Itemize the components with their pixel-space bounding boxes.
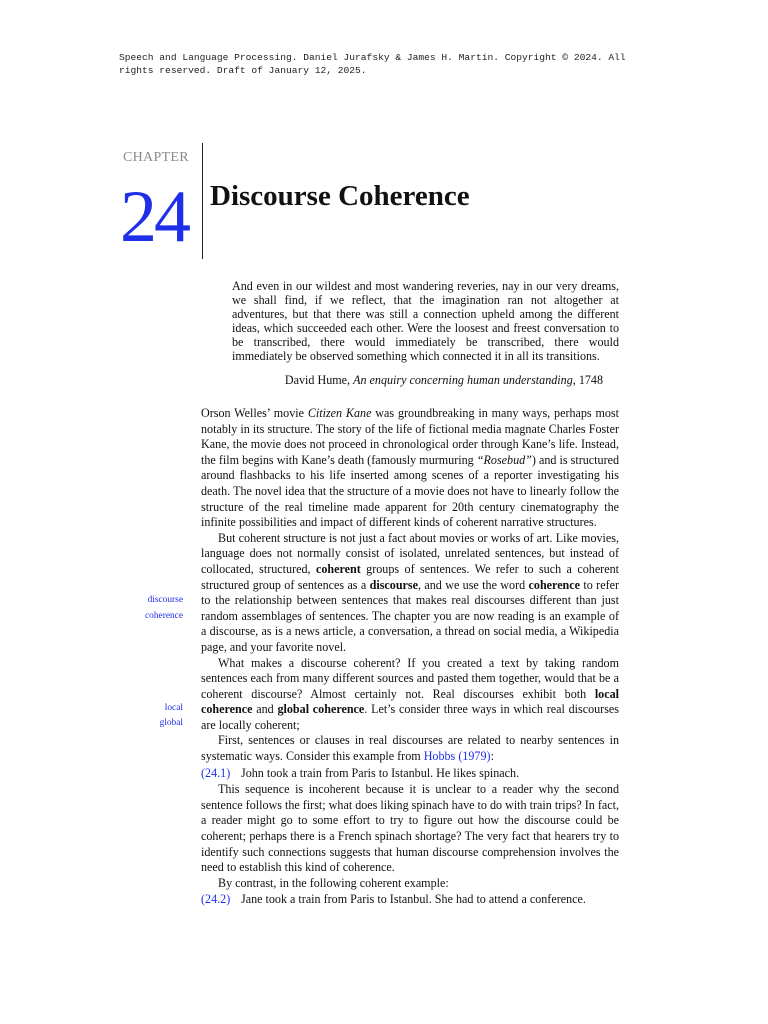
epigraph-year: , 1748 [572, 373, 603, 387]
term-coherent: coherent [315, 561, 361, 576]
example-text: Jane took a train from Paris to Istanbul. She had to attend a conference. [241, 892, 586, 907]
paragraph-5: This sequence is incoherent because it is unclear to a reader why the second sentence follows the first; what does liking spinach have to do with train trips? In fact, a reader might go to some effort to try to figure out how the discourse could be coherent; perhaps there is a French spinach shortage? The very fact that hearers try to identify such connections suggests that human discourse comprehension involves the need to establish this kind of coherence. [201, 782, 619, 875]
chapter-title: Discourse Coherence [210, 180, 470, 212]
header-line-1: Speech and Language Processing. Daniel Jurafsky & James H. Martin. Copyright © 2024. All [119, 52, 626, 63]
citation-hobbs[interactable] [424, 749, 491, 763]
chapter-divider [202, 143, 203, 259]
p2-text-a: But coherent structure is not just a fact about movies or works of art. Like movies, language does not normally consist of isolated, unrelated sentences, but instead of collocated, structured, [201, 530, 619, 576]
epigraph-text: And even in our wildest and most wandering reveries, nay in our very dreams, we shall find, if we reflect, that the imagination ran not altogether at adventures, but that there was still a connection upheld among the different ideas, which succeeded each other. Were the loosest and freest conversation to be transcribed, there would immediately be transcribed, there would immediately be observed something which connected it in all its transitions. [232, 279, 619, 364]
margin-note-coherence: coherence [145, 611, 183, 621]
rosebud-quote: “Rosebud” [476, 452, 532, 467]
example-24-1 [201, 766, 619, 782]
term-coherence: coherence [528, 577, 581, 592]
paragraph-6: By contrast, in the following coherent example: [218, 875, 449, 890]
page-header [119, 51, 639, 77]
film-title: Citizen Kane [307, 406, 372, 420]
p1-text-c: ) and is structured around flashbacks to his life inserted among scenes of a reporter investigating his death. The novel idea that the structure of a movie does not have to linearly follow the structure of the real timeline made apparent for 20th century cinematography the infinite possibilities and impact of different kinds of coherent narrative structures. [201, 452, 620, 530]
epigraph-attribution [232, 373, 603, 387]
p3-text-a: What makes a discourse coherent? If you created a text by taking random sentences each from many different sources and pasted them together, would that be a coherent discourse? Almost certainly not. Real discourses exhibit both [201, 655, 619, 701]
citation-author: Hobbs [423, 749, 456, 764]
p3-text-c: . Let’s consider three ways in which real discourses are locally coherent; [201, 702, 619, 732]
paragraph-2 [201, 531, 619, 656]
body-text [201, 406, 619, 909]
p1-text-a: Orson Welles’ movie [201, 406, 308, 420]
p2-text-d: to refer to the relationship between sentences that makes real discourses different than just random assemblages of sentences. The chapter you are now reading is an example of a discourse, as is a news article, a conversation, a thread on social media, a Wikipedia page, and your favorite novel. [201, 577, 619, 654]
p3-text-b: and [252, 702, 278, 717]
epigraph [232, 279, 619, 364]
example-text: John took a train from Paris to Istanbul. He likes spinach. [241, 765, 520, 780]
header-line-2: rights reserved. Draft of January 12, 2025. [119, 65, 367, 76]
margin-note-discourse: discourse [147, 595, 183, 605]
paragraph-3 [201, 656, 619, 734]
margin-note-local: local [164, 703, 183, 713]
epigraph-work: An enquiry concerning human understanding [353, 373, 573, 387]
p2-text-b: groups of sentences. We refer to such a coherent structured group of sentences as a [201, 561, 619, 592]
example-24-2 [201, 892, 619, 908]
paragraph-1 [201, 406, 619, 531]
citation-year: (1979) [458, 749, 491, 764]
p2-text-c: , and we use the word [418, 577, 529, 592]
example-number[interactable]: (24.1) [201, 765, 231, 780]
term-discourse: discourse [369, 577, 418, 592]
term-local-coherence: local coherence [201, 686, 619, 717]
margin-note-global: global [159, 718, 183, 728]
chapter-label: CHAPTER [123, 150, 189, 165]
p1-text-b: was groundbreaking in many ways, perhaps most notably in its structure. The story of the life of fictional media magnate Charles Foster Kane, the movie does not proceed in chronological order through Kane’s life. Instead, the film begins with Kane’s death (famously murmuring [201, 406, 619, 467]
paragraph-4 [201, 733, 619, 764]
term-global-coherence: global coherence [277, 702, 365, 717]
p4-text-a: First, sentences or clauses in real discourses are related to nearby sentences in systematic ways. Consider this example from [201, 733, 619, 764]
p4-text-b: : [490, 749, 494, 764]
example-number[interactable]: (24.2) [201, 892, 231, 907]
epigraph-author: David Hume, [284, 373, 351, 387]
chapter-number: 24 [120, 176, 188, 258]
